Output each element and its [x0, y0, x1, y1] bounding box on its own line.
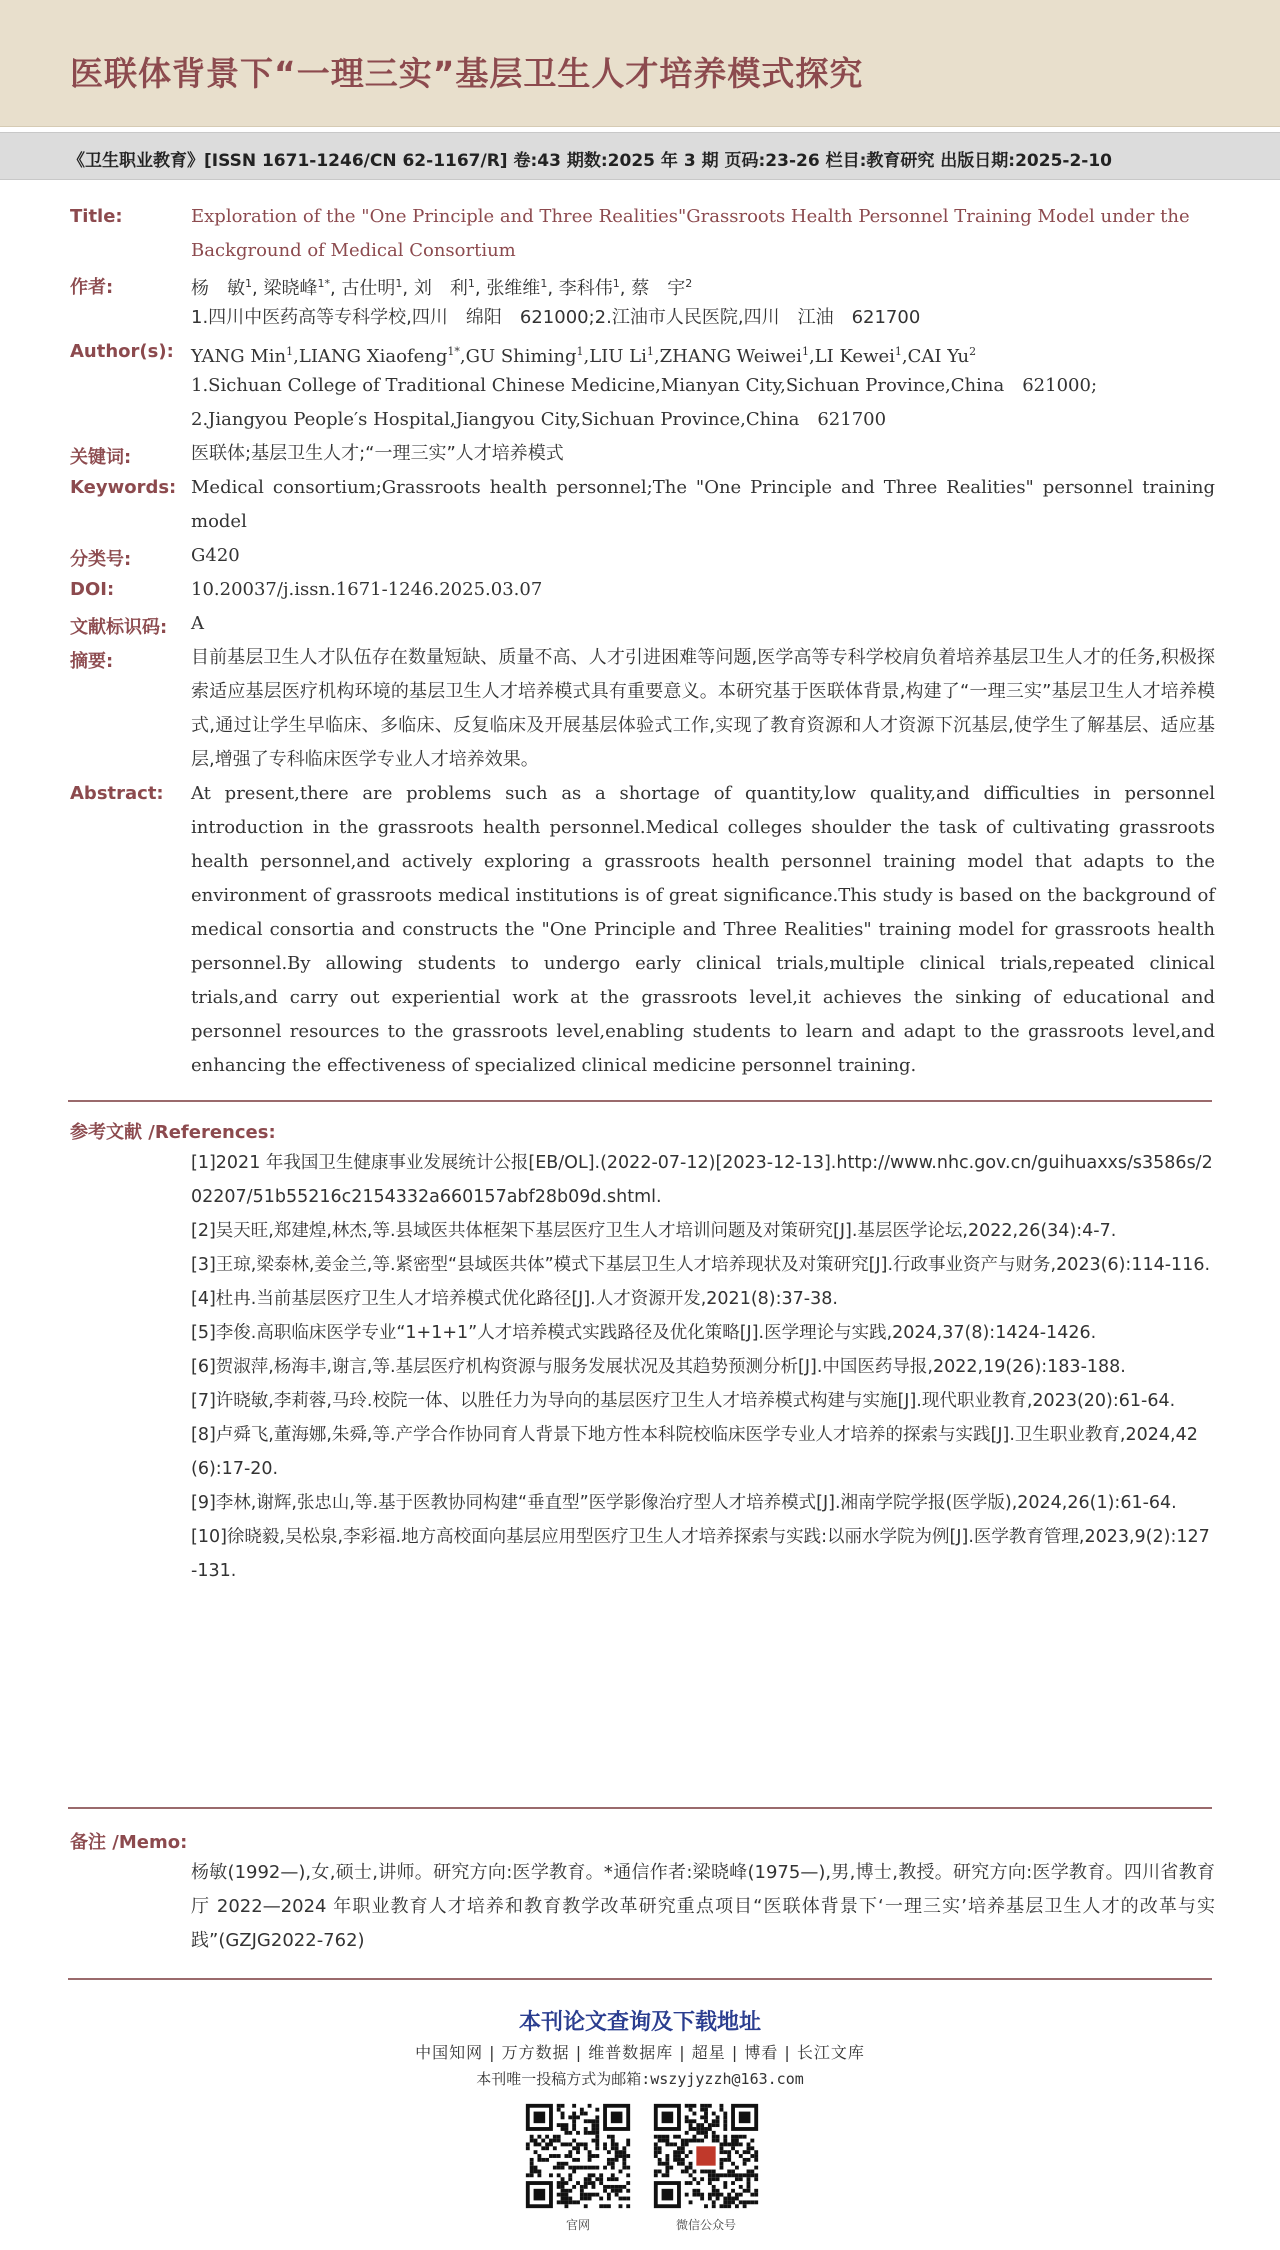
author-sup: 1 — [646, 345, 654, 358]
author-sup: 2 — [969, 345, 977, 358]
qr-right-caption: 微信公众号 — [675, 2218, 736, 2232]
author-sup: 1 — [894, 345, 902, 358]
keywords-cn-label: 关键词: — [70, 447, 132, 468]
qr-left-caption: 官网 — [565, 2218, 590, 2232]
author-sup: 1 — [467, 277, 475, 290]
memo-label: 备注 /Memo: — [70, 1832, 188, 1853]
divider — [68, 1807, 1212, 1809]
author-sup: 1 — [245, 277, 252, 290]
reference-item: [9]李林,谢辉,张忠山,等.基于医教协同构建“垂直型”医学影像治疗型人才培养模式[J].湘南学院学报(医学版),2024,26(1):61-64. — [191, 1493, 1177, 1513]
author-cn[interactable]: 刘 利 — [413, 278, 468, 299]
keywords-en: Medical consortium;Grassroots health personnel;The "One Principle and Three Realities" personnel training model — [191, 477, 1215, 532]
reference-item: [8]卢舜飞,董海娜,朱舜,等.产学合作协同育人背景下地方性本科院校临床医学专业人才培养的探索与实践[J].卫生职业教育,2024,42(6):17-20. — [191, 1425, 1198, 1479]
footer-databases[interactable]: 中国知网 | 万方数据 | 维普数据库 | 超星 | 博看 | 长江文库 — [415, 2043, 865, 2062]
publication-meta: 《卫生职业教育》[ISSN 1671-1246/CN 62-1167/R] 卷:43 期数:2025 年 3 期 页码:23-26 栏目:教育研究 出版日期:2025-2-10 — [68, 151, 1112, 171]
keywords-en-label: Keywords: — [70, 477, 177, 498]
author-sup: 1 — [540, 277, 548, 290]
qr-code-wechat-icon[interactable] — [650, 2100, 762, 2212]
author-cn[interactable]: 杨 敏 — [191, 278, 245, 299]
reference-item[interactable]: [1]2021 年我国卫生健康事业发展统计公报[EB/OL].(2022-07-12)[2023-12-13].http://www.nhc.gov.cn/guihuaxxs/s3586s/202207/51b55216c2154332a660157abf28b09d.shtml. — [191, 1153, 1213, 1207]
class-label: 分类号: — [70, 549, 132, 570]
author-sup: 2 — [685, 277, 693, 290]
memo-text: 杨敏(1992—),女,硕士,讲师。研究方向:医学教育。*通信作者:梁晓峰(1975—),男,博士,教授。研究方向:医学教育。四川省教育厅 2022—2024 年职业教育人才培养和教育教学改革研究重点项目“医联体背景下‘一理三实’培养基层卫生人才的改革与实践”(GZJG2022-762) — [191, 1862, 1215, 1951]
author-sup: 1* — [447, 345, 460, 358]
affiliation-en-1: 1.Sichuan College of Traditional Chinese Medicine,Mianyan City,Sichuan Province,China 621000; — [191, 375, 1098, 396]
divider — [68, 1978, 1212, 1980]
reference-item: [6]贺淑萍,杨海丰,谢言,等.基层医疗机构资源与服务发展状况及其趋势预测分析[J].中国医药导报,2022,19(26):183-188. — [191, 1357, 1126, 1377]
author-cn[interactable]: 李科伟 — [558, 278, 613, 299]
reference-item: [7]许晓敏,李莉蓉,马玲.校院一体、以胜任力为导向的基层医疗卫生人才培养模式构建与实施[J].现代职业教育,2023(20):61-64. — [191, 1391, 1176, 1411]
authors-cn-label: 作者: — [70, 277, 114, 298]
doc-code-value: A — [191, 613, 204, 634]
author-en[interactable]: GU Shiming — [465, 346, 577, 367]
divider — [68, 1100, 1212, 1102]
reference-item: [3]王琼,梁泰林,姜金兰,等.紧密型“县域医共体”模式下基层卫生人才培养现状及对策研究[J].行政事业资产与财务,2023(6):114-116. — [191, 1255, 1211, 1275]
keywords-cn: 医联体;基层卫生人才;“一理三实”人才培养模式 — [191, 443, 564, 464]
author-sup: 1 — [576, 345, 584, 358]
reference-list — [191, 1146, 1215, 1588]
doc-code-label: 文献标识码: — [70, 617, 168, 638]
author-sup: 1 — [286, 345, 294, 358]
author-cn[interactable]: 古仕明 — [341, 278, 396, 299]
qr-code-website-icon[interactable] — [522, 2100, 634, 2212]
author-en[interactable]: LI Kewei — [814, 346, 895, 367]
abstract-cn-label: 摘要: — [70, 651, 114, 672]
title-label: Title: — [70, 206, 123, 227]
abstract-cn: 目前基层卫生人才队伍存在数量短缺、质量不高、人才引进困难等问题,医学高等专科学校肩负着培养基层卫生人才的任务,积极探索适应基层医疗机构环境的基层卫生人才培养模式具有重要意义。本研究基于医联体背景,构建了“一理三实”基层卫生人才培养模式,通过让学生早临床、多临床、反复临床及开展基层体验式工作,实现了教育资源和人才资源下沉基层,使学生了解基层、适应基层,增强了专科临床医学专业人才培养效果。 — [191, 647, 1215, 770]
author-en[interactable]: YANG Min — [191, 346, 287, 367]
author-en[interactable]: ZHANG Weiwei — [659, 346, 802, 367]
authors-en: YANG Min$^1$,LIANG Xiaofeng$^{1*}$,GU Shiming$^1$,LIU Li$^1$,ZHANG Weiwei$^1$,LI Kewei$^1$,CAI Yu$^2$ — [191, 345, 977, 367]
affiliation-cn: 1.四川中医药高等专科学校,四川 绵阳 621000;2.江油市人民医院,四川 江油 621700 — [191, 307, 921, 328]
footer-title: 本刊论文查询及下载地址 — [518, 2010, 761, 2035]
author-cn[interactable]: 梁晓峰 — [263, 278, 318, 299]
author-en[interactable]: CAI Yu — [907, 346, 970, 367]
doi-link[interactable]: 10.20037/j.issn.1671-1246.2025.03.07 — [191, 579, 543, 600]
affiliation-en-2: 2.Jiangyou People′s Hospital,Jiangyou City,Sichuan Province,China 621700 — [191, 409, 887, 430]
author-en[interactable]: LIANG Xiaofeng — [298, 346, 448, 367]
reference-item: [10]徐晓毅,吴松泉,李彩福.地方高校面向基层应用型医疗卫生人才培养探索与实践:以丽水学院为例[J].医学教育管理,2023,9(2):127-131. — [191, 1527, 1210, 1581]
author-sup: 1 — [801, 345, 809, 358]
reference-item: [2]吴天旺,郑建煌,林杰,等.县域医共体框架下基层医疗卫生人才培训问题及对策研究[J].基层医学论坛,2022,26(34):4-7. — [191, 1221, 1117, 1241]
reference-item: [4]杜冉.当前基层医疗卫生人才培养模式优化路径[J].人才资源开发,2021(8):37-38. — [191, 1289, 838, 1309]
author-sup: 1 — [395, 277, 403, 290]
doi-label: DOI: — [70, 579, 115, 600]
class-value: G420 — [191, 545, 240, 566]
page-title: 医联体背景下“一理三实”基层卫生人才培养模式探究 — [70, 54, 864, 93]
abstract-en: At present,there are problems such as a shortage of quantity,low quality,and difficulties in personnel introduction in the grassroots health personnel.Medical colleges shoulder the task of cultivating grassroots health personnel,and actively exploring a grassroots health personnel training model that adapts to the environment of grassroots medical institutions is of great significance.This study is based on the background of medical consortia and constructs the "One Principle and Three Realities" training model for grassroots health personnel.By allowing students to undergo early clinical trials,multiple clinical trials,repeated clinical trials,and carry out experiential work at the grassroots level,it achieves the sinking of educational and personnel resources to the grassroots level,enabling students to learn and adapt to the grassroots level,and enhancing the effectiveness of specialized clinical medicine personnel training. — [191, 783, 1215, 1076]
author-en[interactable]: LIU Li — [589, 346, 647, 367]
english-title: Exploration of the "One Principle and Three Realities"Grassroots Health Personnel Training Model under the Background of Medical Consortium — [191, 206, 1190, 261]
author-sup: 1 — [612, 277, 620, 290]
authors-en-label: Author(s): — [70, 341, 174, 362]
reference-item: [5]李俊.高职临床医学专业“1+1+1”人才培养模式实践路径及优化策略[J].医学理论与实践,2024,37(8):1424-1426. — [191, 1323, 1097, 1343]
author-cn[interactable]: 蔡 宇 — [631, 278, 686, 299]
abstract-en-label: Abstract: — [70, 783, 164, 804]
footer-email[interactable]: 本刊唯一投稿方式为邮箱:wszyjyzzh@163.com — [476, 2070, 804, 2088]
references-label: 参考文献 /References: — [70, 1122, 276, 1143]
author-sup: 1* — [317, 277, 330, 290]
author-cn[interactable]: 张维维 — [486, 278, 541, 299]
authors-cn: 杨 敏$^1$, 梁晓峰$^{1*}$, 古仕明$^1$, 刘 利$^1$, 张维维$^1$, 李科伟$^1$, 蔡 宇$^2$ — [191, 277, 693, 299]
